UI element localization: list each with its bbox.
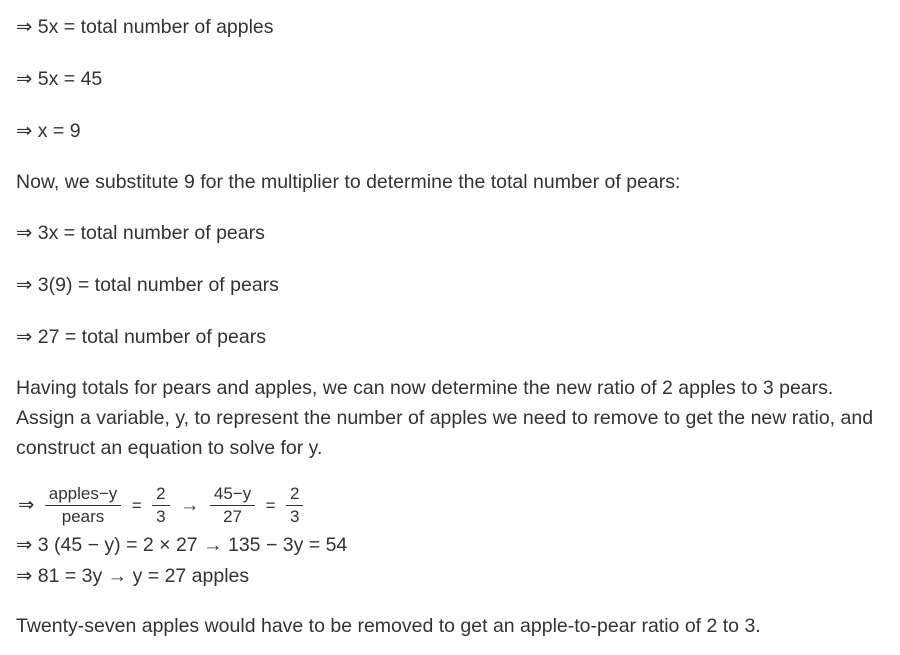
fraction-apples-over-pears: [45, 484, 122, 527]
fraction-two-thirds: [286, 484, 303, 527]
equals-sign: =: [265, 496, 276, 515]
step-line-pears-total: ⇒ 3x = total number of pears: [16, 222, 265, 244]
fraction-denominator: 3: [290, 507, 300, 527]
step-line-3-times-9: ⇒ 3(9) = total number of pears: [16, 274, 279, 296]
fraction-45-minus-y-over-27: [210, 484, 255, 527]
paragraph-new-ratio: Having totals for pears and apples, we can now determine the new ratio of 2 apples to 3 pears. Assign a variable, y, to represent the number of apples we need to remove to get the new ratio, and construct an equation to solve for y.: [16, 377, 874, 459]
fraction-denominator: 27: [223, 507, 243, 527]
step-line-apples-total: ⇒ 5x = total number of apples: [16, 16, 274, 38]
equals-sign: =: [131, 496, 142, 515]
step-line-5x-equals-45: ⇒ 5x = 45: [16, 68, 103, 90]
fraction-denominator: 3: [156, 507, 166, 527]
ratio-equation: [16, 481, 306, 530]
fraction-denominator: pears: [61, 507, 105, 527]
fraction-numerator: 2: [152, 484, 169, 506]
implies-symbol: ⇒: [18, 494, 35, 516]
step-line-27-pears: ⇒ 27 = total number of pears: [16, 326, 266, 348]
step-line-expand-equation: ⇒ 3 (45 − y) = 2 × 27 → 135 − 3y = 54: [16, 534, 348, 556]
fraction-numerator: 45−y: [210, 484, 255, 506]
fraction-numerator: apples−y: [45, 484, 122, 506]
arrow-symbol: →: [179, 494, 200, 516]
fraction-numerator: 2: [286, 484, 303, 506]
paragraph-substitute: Now, we substitute 9 for the multiplier to determine the total number of pears:: [16, 171, 681, 193]
step-line-x-equals-9: ⇒ x = 9: [16, 120, 81, 142]
paragraph-conclusion: Twenty-seven apples would have to be removed to get an apple-to-pear ratio of 2 to 3.: [16, 615, 761, 637]
step-line-solve-y: ⇒ 81 = 3y → y = 27 apples: [16, 565, 250, 587]
fraction-two-thirds: [152, 484, 169, 527]
